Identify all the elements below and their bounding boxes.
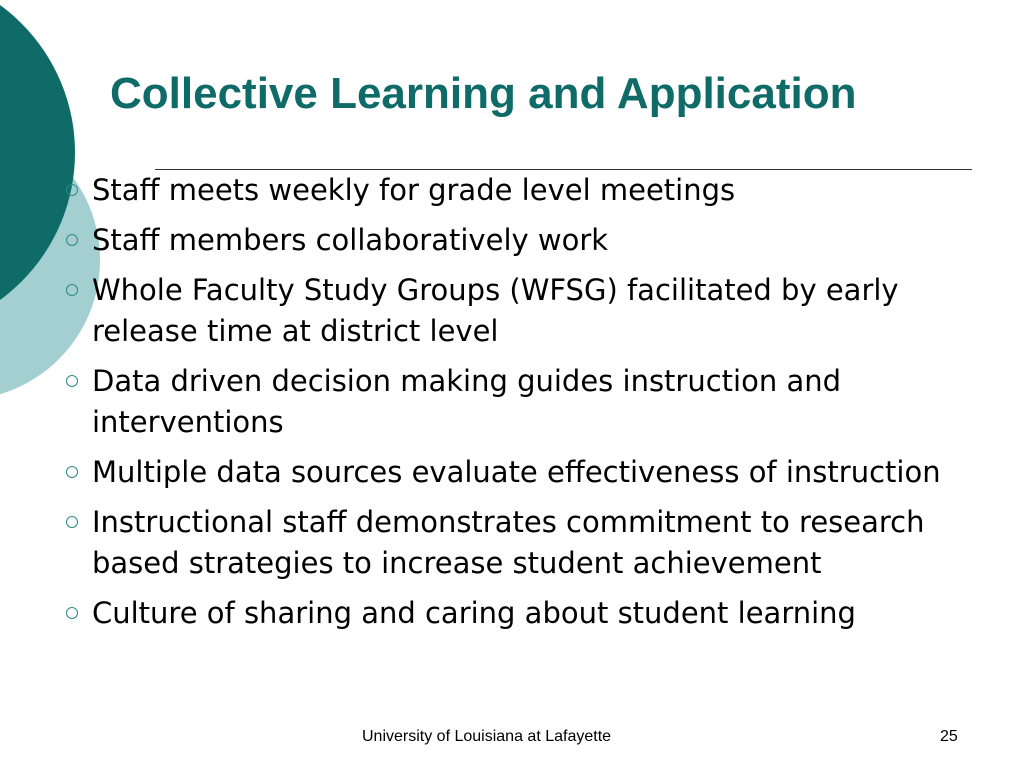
bullet-text: Staff meets weekly for grade level meetings: [92, 173, 736, 207]
bullet-item: [60, 361, 1010, 443]
bullet-item: [60, 502, 1010, 584]
hollow-circle-bullet-icon: [66, 284, 78, 296]
bullet-text: Culture of sharing and caring about student learning: [92, 596, 856, 630]
hollow-circle-bullet-icon: [66, 607, 78, 619]
bullet-text: Instructional staff demonstrates commitment to research based strategies to increase student achievement: [92, 505, 925, 580]
bullet-text: Data driven decision making guides instruction and interventions: [92, 364, 842, 439]
hollow-circle-bullet-icon: [66, 375, 78, 387]
bullet-item: [60, 270, 1010, 352]
slide-title: Collective Learning and Application: [110, 69, 857, 118]
bullet-text: Staff members collaboratively work: [92, 223, 609, 257]
bullet-text: Multiple data sources evaluate effectiveness of instruction: [92, 455, 941, 489]
slide-footer: [0, 725, 1024, 749]
hollow-circle-bullet-icon: [66, 466, 78, 478]
bullet-item: [60, 170, 1010, 211]
bullet-item: [60, 220, 1010, 261]
bullet-item: [60, 452, 1010, 493]
hollow-circle-bullet-icon: [66, 184, 78, 196]
bullet-list: [60, 170, 1010, 643]
footer-institution-text: University of Louisiana at Lafayette: [362, 728, 612, 745]
hollow-circle-bullet-icon: [66, 516, 78, 528]
bullet-text: Whole Faculty Study Groups (WFSG) facilitated by early release time at district level: [92, 273, 899, 348]
hollow-circle-bullet-icon: [66, 234, 78, 246]
bullet-item: [60, 593, 1010, 634]
page-number: 25: [940, 728, 958, 745]
